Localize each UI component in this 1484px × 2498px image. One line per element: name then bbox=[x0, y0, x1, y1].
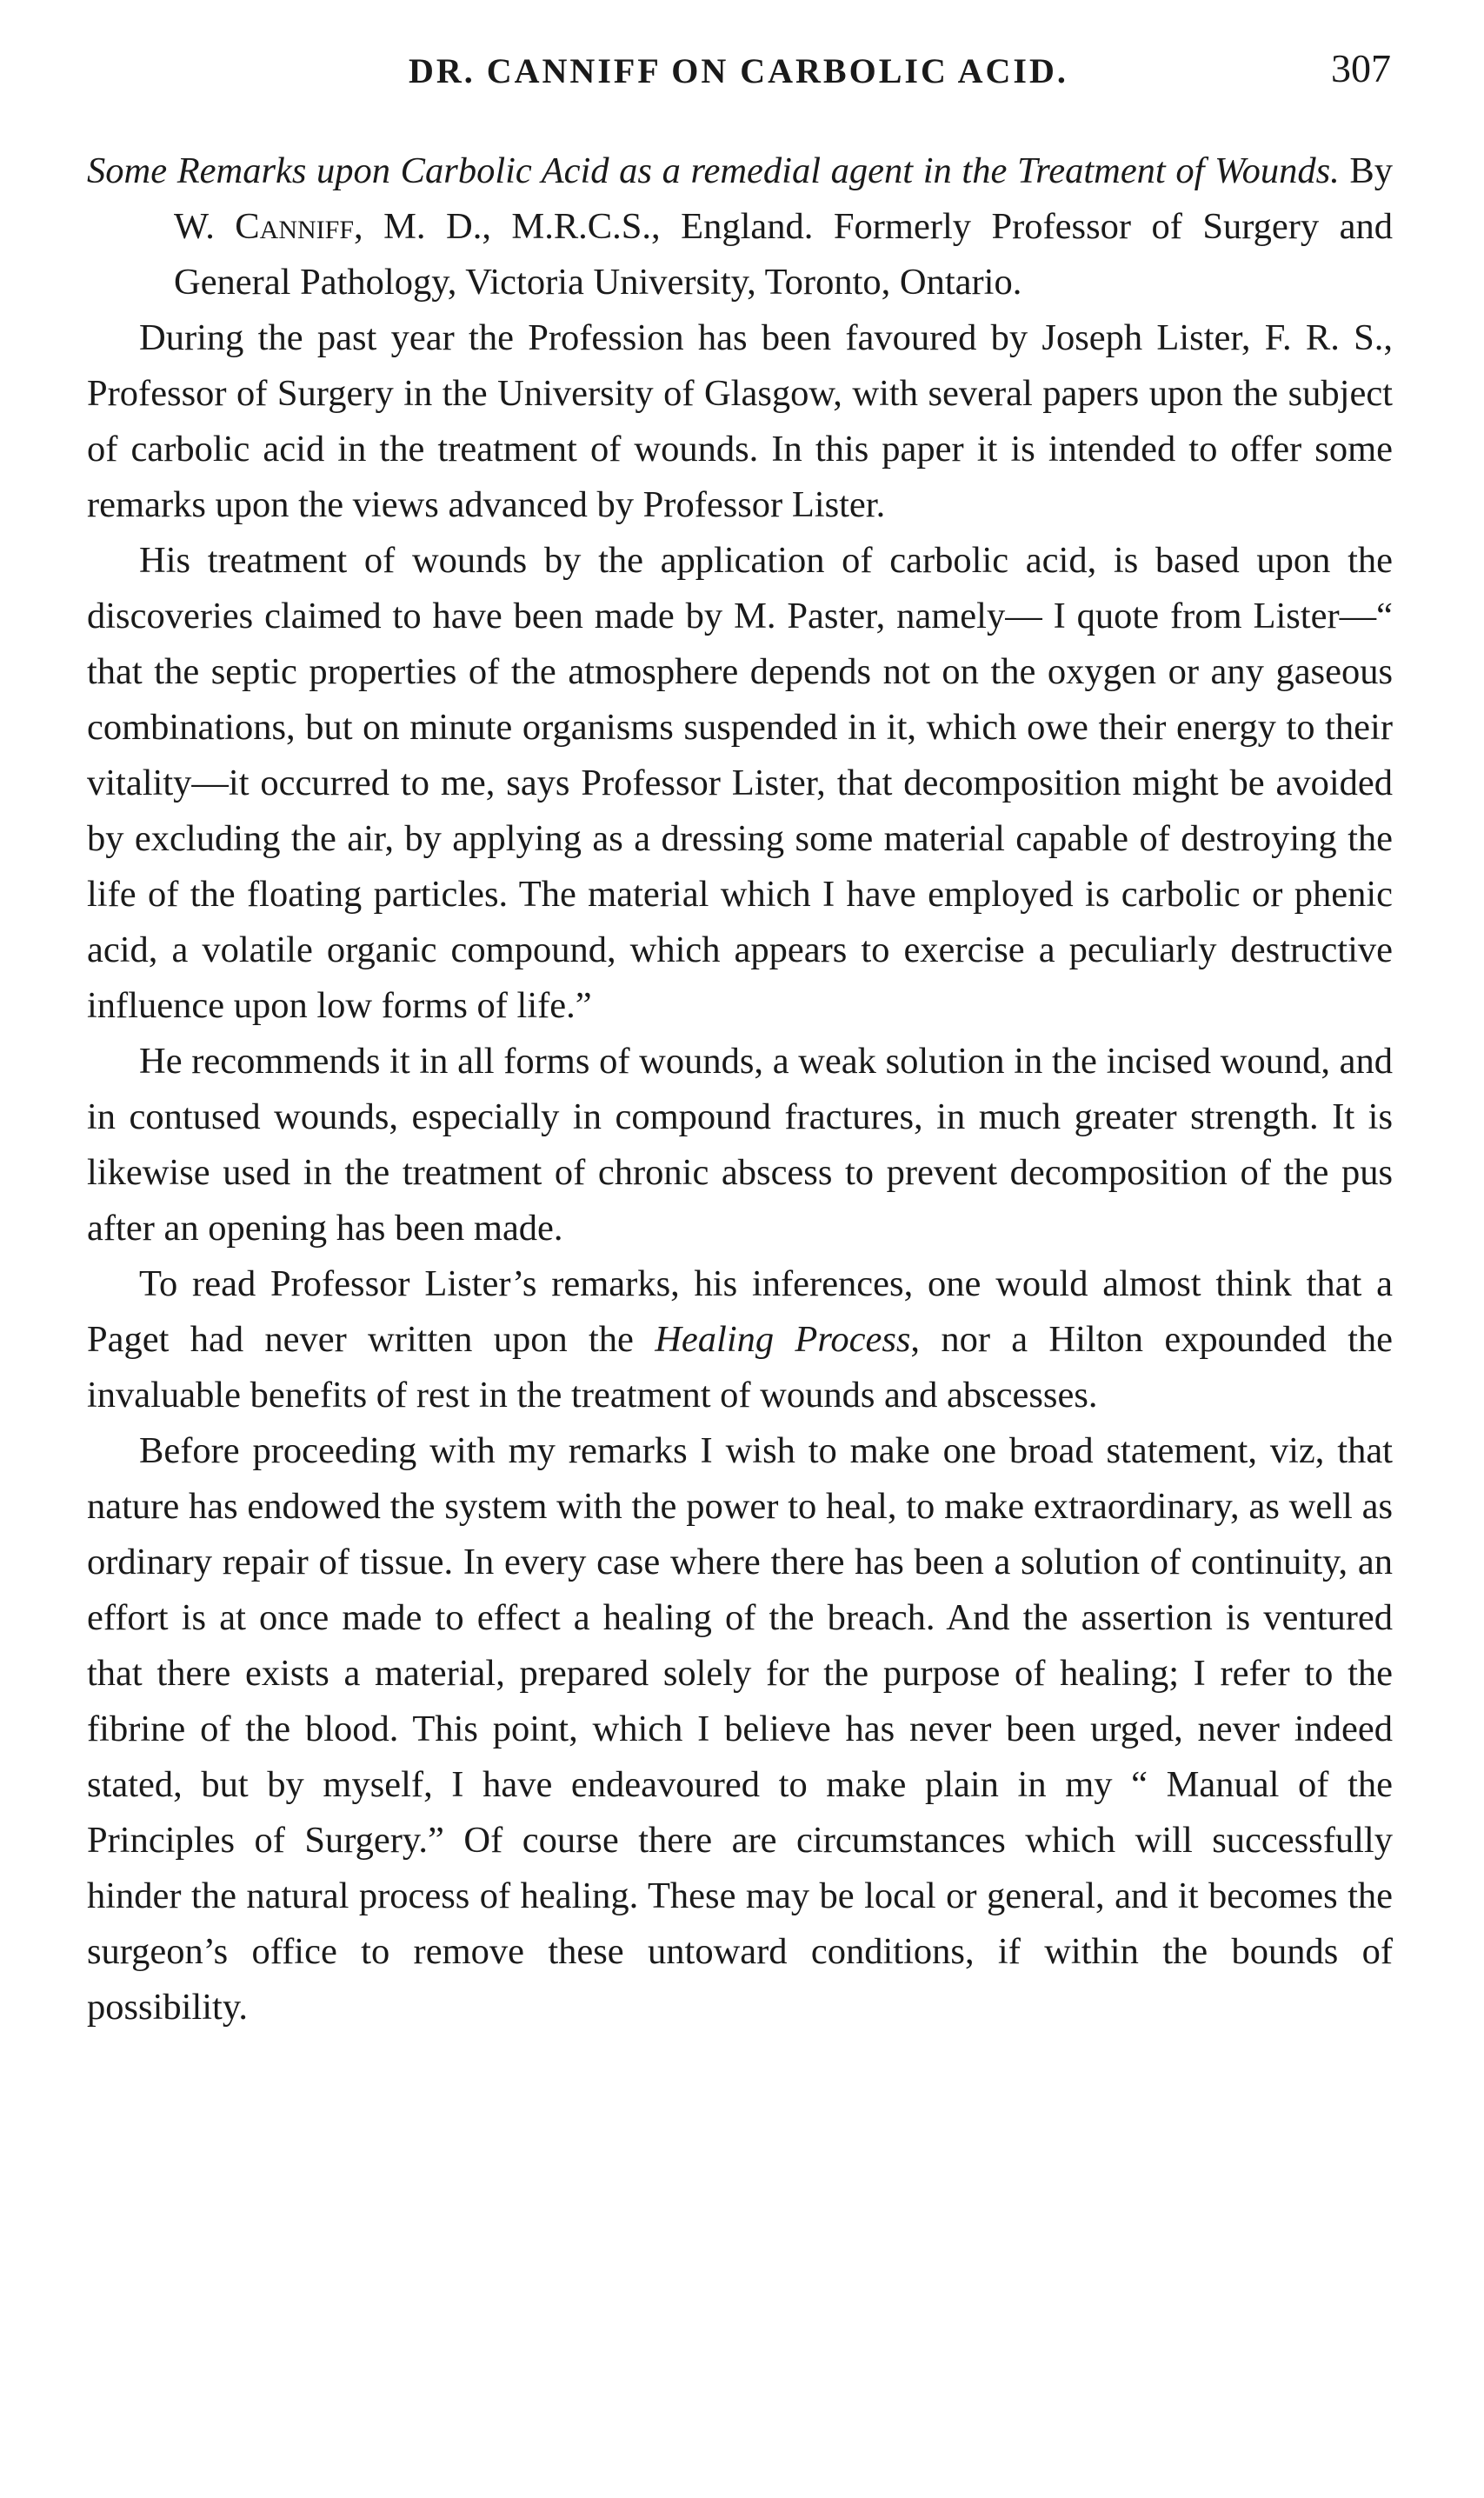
author-name: W. Canniff bbox=[174, 206, 355, 247]
running-title: DR. CANNIFF ON CARBOLIC ACID. bbox=[409, 51, 1068, 90]
paragraph-text: , nor a Hilton expounded the invaluable benefits of rest in the treatment of wounds and abscesses. bbox=[87, 1319, 1394, 1416]
paragraph: His treatment of wounds by the application of carbolic acid, is based upon the discoveries claimed to have been made by M. Paster, namely— I quote from Lister—“ that the septic properties of the atmosphere depends not on the oxygen or any gaseous combinations, but on minute organisms suspended in it, which owe their energy to their vitality—it occurred to me, says Professor Lister, that decomposition might be avoided by excluding the air, by applying as a dressing some material capable of destroying the life of the floating particles. The material which I have employed is carbolic or phenic acid, a volatile organic compound, which appears to exercise a peculiarly destructive influence upon low forms of life.” bbox=[87, 540, 1393, 1026]
author-credentials: , M. D., M.R.C.S., England. Formerly Professor of Surgery and General Pathology, Victoria University, Toronto, Ontario. bbox=[174, 206, 1393, 303]
italic-phrase: Healing Process bbox=[655, 1319, 911, 1360]
paragraph-text: To read Professor Lister’s remarks, his inferences, one would almost think that a Paget had never written upon the bbox=[87, 1263, 1393, 1360]
page-number: 307 bbox=[1331, 46, 1391, 90]
article-heading bbox=[87, 143, 1393, 310]
paragraph: He recommends it in all forms of wounds, a weak solution in the incised wound, and in contused wounds, especially in compound fractures, in much greater strength. It is likewise used in the treatment of chronic abscess to prevent decomposition of the pus after an opening has been made. bbox=[87, 1041, 1393, 1249]
running-head bbox=[87, 46, 1391, 111]
paragraph bbox=[87, 1256, 1393, 1423]
byline-by: By bbox=[1349, 150, 1393, 191]
article-title: Some Remarks upon Carbolic Acid as a remedial agent in the Treatment of Wounds. bbox=[87, 150, 1340, 191]
paragraph: During the past year the Profession has been favoured by Joseph Lister, F. R. S., Professor of Surgery in the University of Glasgow, with several papers upon the subject of carbolic acid in the treatment of wounds. In this paper it is intended to offer some remarks upon the views advanced by Professor Lister. bbox=[87, 317, 1393, 525]
paragraph: Before proceeding with my remarks I wish to make one broad statement, viz, that nature has endowed the system with the power to heal, to make extraordinary, as well as ordinary repair of tissue. In every case where there has been a solution of continuity, an effort is at once made to effect a healing of the breach. And the assertion is ventured that there exists a material, prepared solely for the purpose of healing; I refer to the fibrine of the blood. This point, which I believe has never been urged, never indeed stated, but by myself, I have endeavoured to make plain in my “ Manual of the Principles of Surgery.” Of course there are circumstances which will successfully hinder the natural process of healing. These may be local or general, and it becomes the surgeon’s office to remove these untoward conditions, if within the bounds of possibility. bbox=[87, 1430, 1393, 2028]
article-body bbox=[87, 143, 1393, 2035]
